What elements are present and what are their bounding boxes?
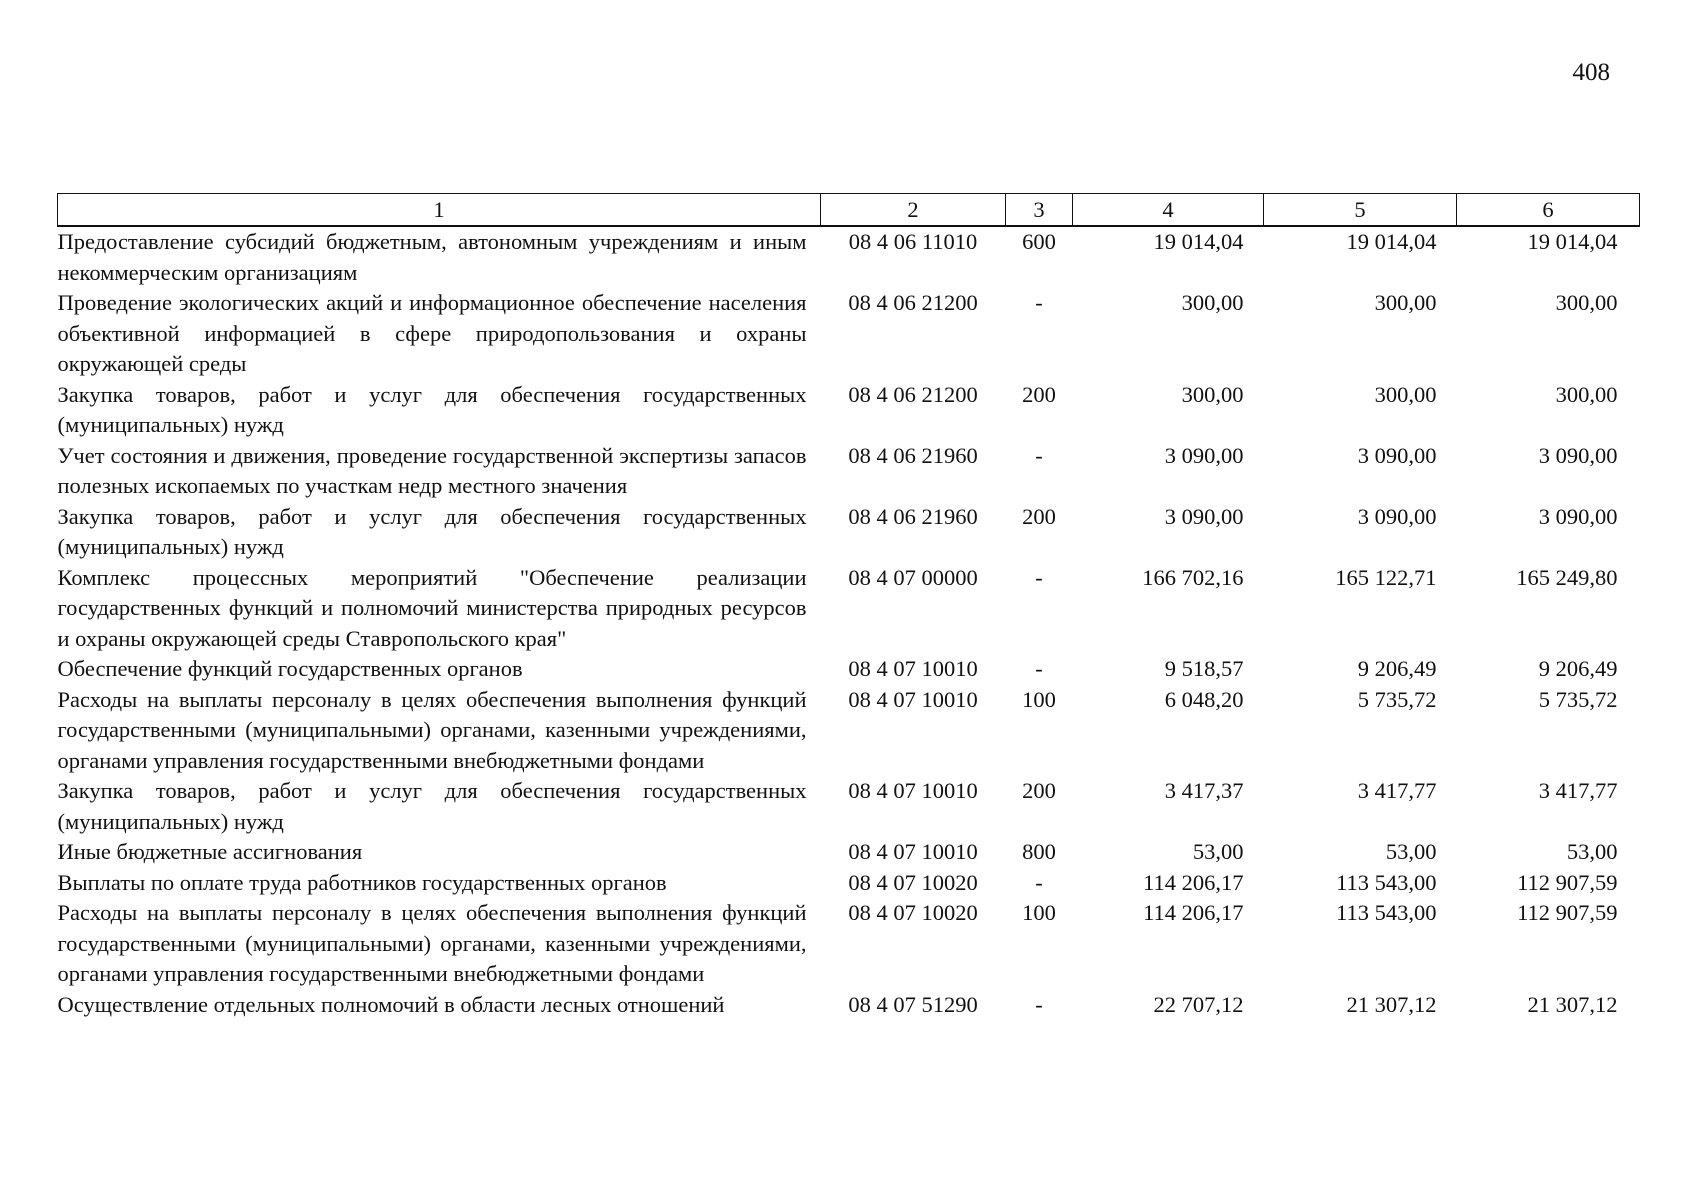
row-name: Учет состояния и движения, проведение государственной экспертизы запасов полезных ископаемых по участкам недр местного значения (57, 442, 807, 498)
row-type: 200 (1022, 503, 1056, 529)
row-value-4: 53,00 (1192, 839, 1244, 864)
row-name: Закупка товаров, работ и услуг для обеспечения государственных (муниципальных) нужд (57, 778, 807, 834)
row-type: 100 (1022, 686, 1056, 712)
row-value-4: 22 707,12 (1153, 991, 1244, 1017)
row-value-4: 3 417,37 (1164, 778, 1244, 803)
header-cell-3: 3 (1006, 194, 1073, 227)
table-row (58, 288, 1640, 380)
table-header (58, 194, 1640, 227)
budget-table (57, 193, 1640, 1020)
row-code: 08 4 07 10010 (848, 839, 978, 864)
row-code: 08 4 06 21960 (848, 442, 978, 468)
row-value-5: 3 090,00 (1357, 503, 1437, 529)
row-value-6: 53,00 (1566, 839, 1618, 864)
header-cell-4: 4 (1073, 194, 1264, 227)
table-row (58, 441, 1640, 502)
header-cell-6: 6 (1457, 194, 1640, 227)
row-value-4: 9 518,57 (1164, 656, 1244, 681)
row-value-5: 9 206,49 (1357, 656, 1437, 681)
table-row (58, 776, 1640, 837)
row-code: 08 4 07 10010 (848, 686, 978, 712)
row-code: 08 4 07 51290 (848, 991, 978, 1017)
row-value-5: 113 543,00 (1336, 869, 1437, 895)
table-row (58, 380, 1640, 441)
row-name: Расходы на выплаты персоналу в целях обеспечения выполнения функций государственными (муниципальными) органами, казенными учреждениями, органами управления государственными внебюджетными фондами (57, 686, 807, 773)
row-value-6: 300,00 (1555, 290, 1618, 315)
row-type: - (1035, 290, 1043, 315)
row-code: 08 4 06 21200 (848, 290, 978, 315)
table-row (58, 990, 1640, 1021)
row-type: 200 (1022, 381, 1056, 407)
table-row (58, 898, 1640, 990)
row-value-6: 21 307,12 (1527, 991, 1618, 1017)
row-code: 08 4 06 21200 (848, 381, 978, 407)
row-type: 600 (1022, 229, 1056, 254)
header-row (58, 194, 1640, 227)
row-name: Выплаты по оплате труда работников государственных органов (57, 869, 667, 895)
row-value-4: 6 048,20 (1164, 686, 1244, 712)
row-name: Иные бюджетные ассигнования (57, 839, 363, 864)
row-value-5: 3 090,00 (1357, 442, 1437, 468)
page-number: 408 (1572, 59, 1610, 86)
row-code: 08 4 07 10010 (848, 656, 978, 681)
row-value-4: 3 090,00 (1164, 503, 1244, 529)
row-value-5: 19 014,04 (1346, 229, 1437, 254)
row-code: 08 4 07 10020 (848, 869, 978, 895)
row-type: 100 (1022, 900, 1056, 925)
row-value-4: 300,00 (1181, 290, 1244, 315)
row-value-6: 165 249,80 (1516, 564, 1618, 590)
row-code: 08 4 07 00000 (848, 564, 978, 590)
row-value-6: 112 907,59 (1517, 900, 1618, 925)
row-value-6: 112 907,59 (1517, 869, 1618, 895)
row-type: - (1035, 991, 1043, 1017)
row-value-6: 5 735,72 (1538, 686, 1618, 712)
table-body (58, 226, 1640, 1020)
table-row (58, 654, 1640, 685)
row-value-4: 166 702,16 (1142, 564, 1244, 590)
row-type: - (1035, 564, 1043, 590)
row-value-5: 113 543,00 (1336, 900, 1437, 925)
row-value-4: 19 014,04 (1153, 229, 1244, 254)
row-value-4: 114 206,17 (1143, 869, 1244, 895)
row-type: - (1035, 656, 1043, 681)
row-name: Расходы на выплаты персоналу в целях обеспечения выполнения функций государственными (муниципальными) органами, казенными учреждениями, органами управления государственными внебюджетными фондами (57, 900, 807, 986)
row-code: 08 4 07 10010 (848, 778, 978, 803)
row-code: 08 4 06 11010 (848, 229, 978, 254)
row-value-6: 3 090,00 (1538, 442, 1618, 468)
row-type: 200 (1022, 778, 1056, 803)
row-name: Закупка товаров, работ и услуг для обеспечения государственных (муниципальных) нужд (57, 503, 807, 559)
header-cell-5: 5 (1264, 194, 1457, 227)
row-type: - (1035, 869, 1043, 895)
row-value-6: 19 014,04 (1527, 229, 1618, 254)
row-value-4: 300,00 (1181, 381, 1244, 407)
row-code: 08 4 06 21960 (848, 503, 978, 529)
table-row (58, 868, 1640, 899)
row-value-5: 300,00 (1374, 290, 1437, 315)
row-code: 08 4 07 10020 (848, 900, 978, 925)
row-type: 800 (1022, 839, 1056, 864)
row-value-6: 300,00 (1555, 381, 1618, 407)
row-value-6: 9 206,49 (1538, 656, 1618, 681)
row-value-4: 3 090,00 (1164, 442, 1244, 468)
table-row (58, 226, 1640, 288)
table-row (58, 563, 1640, 655)
row-value-6: 3 090,00 (1538, 503, 1618, 529)
row-name: Закупка товаров, работ и услуг для обеспечения государственных (муниципальных) нужд (57, 381, 807, 437)
row-name: Предоставление субсидий бюджетным, автономным учреждениям и иным некоммерческим организациям (57, 229, 807, 285)
row-value-5: 300,00 (1374, 381, 1437, 407)
header-cell-1: 1 (58, 194, 821, 227)
table-row (58, 502, 1640, 563)
row-name: Осуществление отдельных полномочий в области лесных отношений (57, 991, 725, 1017)
row-name: Проведение экологических акций и информационное обеспечение населения объективной информацией в сфере природопользования и охраны окружающей среды (57, 290, 807, 376)
row-value-5: 3 417,77 (1357, 778, 1437, 803)
row-name: Обеспечение функций государственных органов (57, 656, 523, 681)
row-name: Комплекс процессных мероприятий "Обеспечение реализации государственных функций и полномочий министерства природных ресурсов и охраны окружающей среды Ставропольского края" (57, 564, 807, 651)
table-row (58, 837, 1640, 868)
table-row (58, 685, 1640, 777)
row-value-4: 114 206,17 (1143, 900, 1244, 925)
row-value-5: 21 307,12 (1346, 991, 1437, 1017)
row-value-5: 165 122,71 (1335, 564, 1437, 590)
header-cell-2: 2 (821, 194, 1006, 227)
row-type: - (1035, 442, 1043, 468)
row-value-6: 3 417,77 (1538, 778, 1618, 803)
row-value-5: 53,00 (1385, 839, 1437, 864)
row-value-5: 5 735,72 (1357, 686, 1437, 712)
